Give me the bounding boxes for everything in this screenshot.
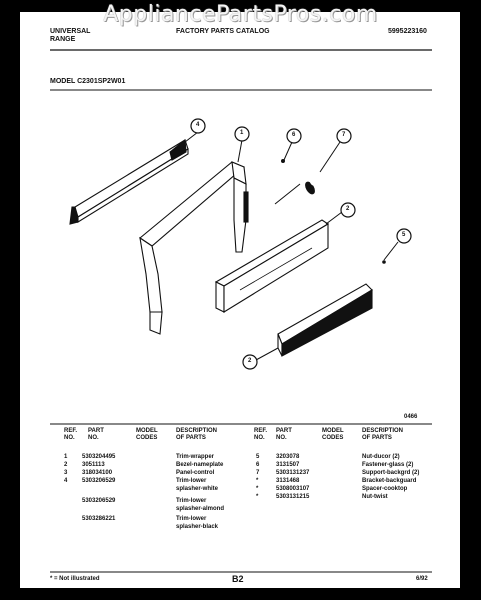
part-no: 3131468 bbox=[276, 478, 300, 484]
description: Trim-wrapper bbox=[176, 454, 215, 460]
hdr-desc-l1: DESCRIPTION bbox=[176, 428, 218, 434]
callout-4: 4 bbox=[196, 122, 200, 128]
description: Trim-lower bbox=[176, 498, 207, 504]
model-number: MODEL C2301SP2W01 bbox=[50, 78, 126, 85]
callout-2: 2 bbox=[346, 206, 350, 212]
part-1-trim-wrapper bbox=[140, 162, 248, 334]
page-number: B2 bbox=[232, 574, 244, 584]
description: Nut-ducor (2) bbox=[362, 454, 400, 460]
brand-line1: UNIVERSAL bbox=[50, 28, 91, 35]
part-3-panel-control bbox=[278, 284, 372, 356]
hdr-desc-r2: OF PARTS bbox=[362, 435, 392, 441]
part-no: 5303286221 bbox=[82, 516, 116, 522]
part-no: 5308003107 bbox=[276, 486, 310, 492]
leader-7b bbox=[320, 142, 340, 172]
hdr-model-l2: CODES bbox=[136, 435, 158, 441]
hdr-part-r1: PART bbox=[276, 428, 292, 434]
catalog-number: 5995223160 bbox=[388, 28, 427, 35]
part-no: 3203078 bbox=[276, 454, 300, 460]
ref-no: 6 bbox=[256, 462, 260, 468]
ref-no: 4 bbox=[64, 478, 68, 484]
hdr-ref-l2: NO. bbox=[64, 435, 75, 441]
part-2-bezel-nameplate bbox=[216, 220, 328, 312]
description: Fastener-glass (2) bbox=[362, 462, 414, 468]
description: Support-backgrd (2) bbox=[362, 470, 420, 476]
hdr-part-l1: PART bbox=[88, 428, 104, 434]
part-7-support-backguard bbox=[303, 178, 317, 197]
description: Panel-control bbox=[176, 470, 215, 476]
description: Spacer-cooktop bbox=[362, 486, 408, 492]
callout-1: 1 bbox=[240, 130, 244, 136]
description: Trim-lower bbox=[176, 478, 207, 484]
leader-6 bbox=[284, 142, 292, 160]
part-no: 5303204495 bbox=[82, 454, 116, 460]
leader-2 bbox=[326, 212, 342, 224]
parts-catalog-sheet bbox=[20, 12, 460, 588]
hdr-model-l1: MODEL bbox=[136, 428, 158, 434]
diagram-reference: 0466 bbox=[404, 414, 418, 420]
description-line2: splasher-almond bbox=[176, 506, 225, 512]
hdr-desc-l2: OF PARTS bbox=[176, 435, 206, 441]
ref-no: 1 bbox=[64, 454, 68, 460]
hdr-ref-r2: NO. bbox=[254, 435, 265, 441]
hdr-ref-r1: REF. bbox=[254, 428, 268, 434]
brand-line2: RANGE bbox=[50, 36, 76, 43]
hdr-model-r2: CODES bbox=[322, 435, 344, 441]
callout-6: 6 bbox=[292, 132, 296, 138]
hdr-ref-l1: REF. bbox=[64, 428, 78, 434]
leader-4 bbox=[185, 132, 198, 142]
description: Nut-twist bbox=[362, 494, 388, 500]
part-5-nut-ducor bbox=[382, 260, 386, 264]
ref-no: 3 bbox=[64, 470, 68, 476]
description-line2: splasher-white bbox=[176, 486, 219, 492]
hdr-part-l2: NO. bbox=[88, 435, 99, 441]
leader-7a bbox=[275, 184, 300, 204]
watermark: AppliancePartsPros.com bbox=[103, 2, 378, 27]
description: Bezel-nameplate bbox=[176, 462, 224, 468]
part-no: 5303131215 bbox=[276, 494, 310, 500]
leader-1 bbox=[238, 140, 242, 162]
part-4-trim-lower-splasher bbox=[70, 140, 188, 224]
part-no: 5303131237 bbox=[276, 470, 310, 476]
callout-7: 7 bbox=[342, 132, 346, 138]
ref-no: * bbox=[256, 478, 259, 484]
catalog-title: FACTORY PARTS CATALOG bbox=[176, 28, 270, 35]
ref-no: 2 bbox=[64, 462, 68, 468]
part-no: 5303206529 bbox=[82, 478, 116, 484]
leader-5 bbox=[384, 242, 398, 260]
callout-5: 5 bbox=[402, 232, 406, 238]
ref-no: * bbox=[256, 486, 259, 492]
leader-3 bbox=[256, 348, 278, 360]
description: Trim-lower bbox=[176, 516, 207, 522]
part-no: 3131507 bbox=[276, 462, 300, 468]
footnote: * = Not illustrated bbox=[50, 576, 100, 582]
callout-2b: 2 bbox=[248, 358, 252, 364]
description: Bracket-backguard bbox=[362, 478, 417, 484]
ref-no: 5 bbox=[256, 454, 260, 460]
ref-no: * bbox=[256, 494, 259, 500]
hdr-model-r1: MODEL bbox=[322, 428, 344, 434]
hdr-part-r2: NO. bbox=[276, 435, 287, 441]
hdr-desc-r1: DESCRIPTION bbox=[362, 428, 404, 434]
part-no: 5303206529 bbox=[82, 498, 116, 504]
part-no: 318034100 bbox=[82, 470, 113, 476]
ref-no: 7 bbox=[256, 470, 260, 476]
part-no: 3051113 bbox=[82, 462, 105, 468]
print-date: 6/92 bbox=[416, 576, 428, 582]
description-line2: splasher-black bbox=[176, 524, 219, 530]
